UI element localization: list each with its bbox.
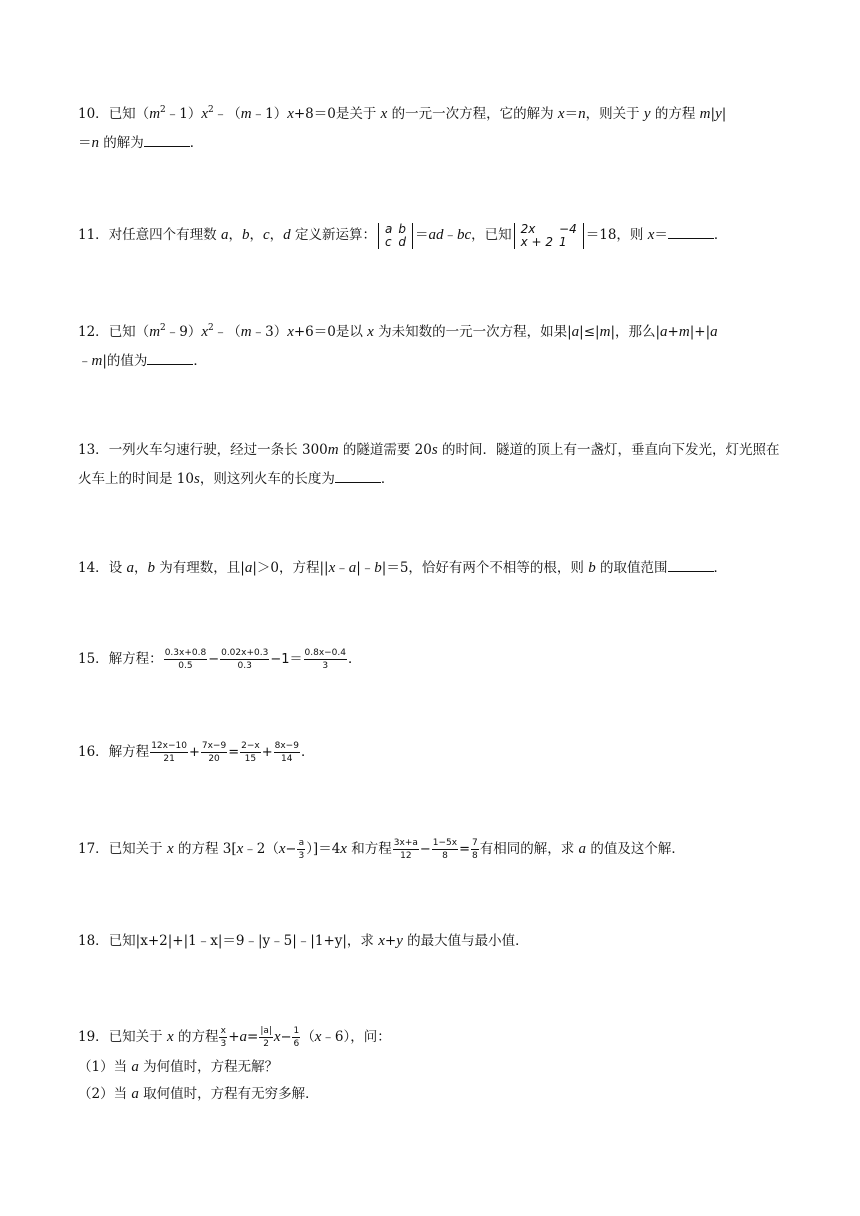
fraction: $\frac{12x-10}{21}$	[151, 740, 187, 764]
answer-blank[interactable]	[668, 557, 714, 572]
question-13: 13．一列火车匀速行驶，经过一条长 300m 的隧道需要 20s 的时间．隧道的顶上有一盏灯，垂直向下发光，灯光照在火车上的时间是 10s，则这列火车的长度为 ．	[78, 442, 780, 487]
question-10: 10．已知$(m^2﹣1)x^2﹣(m﹣1)x+8=0$是关于 x 的一元一次方程，它的解为 x＝n，则关于 y 的方程 m|y| ＝n 的解为 ．	[78, 105, 727, 151]
question-17: 17．已知关于 x 的方程 3[x﹣2（x− $\frac{a}{3}$ ）]＝4x 和方程 $\frac{3x+a}{12}$ − $\frac{1-5x}{8}$ = $\frac{7}{8}$ 有相同的解，求 a 的值及这个解．	[78, 837, 685, 861]
question-18: 18．已知|x+2|+|1﹣x|＝9﹣|y﹣5|﹣|1+y|，求 x+y 的最大值与最小值．	[78, 933, 529, 949]
answer-blank[interactable]	[335, 468, 381, 483]
question-19-part-2: （2）当 a 取何值时，方程有无穷多解．	[78, 1086, 319, 1102]
question-19: 19．已知关于 x 的方程 $\frac{x}{3}$ +a= $\frac{|a|}{2}$ x− $\frac{1}{6}$ （x﹣6），问：	[78, 1025, 391, 1049]
question-number: 18．	[78, 933, 109, 949]
fraction: $\frac{x}{3}$	[220, 1025, 227, 1049]
question-19-part-1: （1）当 a 为何值时，方程无解？	[78, 1059, 279, 1075]
fraction: $\frac{1-5x}{8}$	[432, 837, 458, 861]
question-number: 13．	[78, 442, 109, 458]
question-number: 11．	[78, 227, 109, 243]
fraction: $\frac{8x-9}{14}$	[274, 740, 299, 764]
question-14: 14．设 a，b 为有理数，且|a|＞0，方程||x﹣a|﹣b|＝5，恰好有两个不相等的根，则 b 的取值范围 ．	[78, 554, 783, 583]
question-15: 15．解方程： $\frac{0.3x+0.8}{0.5}$ − $\frac{0.02x+0.3}{0.3}$ −1＝ $\frac{0.8x-0.4}{3}$ ．	[78, 647, 362, 671]
answer-blank[interactable]	[668, 224, 714, 239]
fraction: $\frac{3x+a}{12}$	[393, 837, 418, 861]
answer-blank[interactable]	[144, 132, 190, 147]
fraction: $\frac{a}{3}$	[298, 837, 305, 861]
fraction: $\frac{2-x}{15}$	[241, 740, 260, 764]
question-number: 15．	[78, 651, 109, 667]
fraction: $\frac{1}{6}$	[293, 1025, 300, 1049]
question-number: 16．	[78, 744, 109, 760]
question-number: 19．	[78, 1029, 109, 1045]
determinant-given: 2x −4 x + 2 1	[514, 223, 584, 249]
question-number: 17．	[78, 841, 109, 857]
fraction: $\frac{0.3x+0.8}{0.5}$	[164, 647, 207, 671]
fraction: $\frac{7}{8}$	[472, 837, 478, 861]
question-12: 12．已知$(m^2﹣9)x^2﹣(m﹣3)x+6=0$是以 x 为未知数的一元一次方程，如果|a|≤|m|，那么|a+m|+|a ﹣m|的值为 ．	[78, 323, 718, 369]
fraction: $\frac{|a|}{2}$	[260, 1025, 272, 1049]
question-number: 10．	[78, 106, 109, 122]
fraction: $\frac{0.02x+0.3}{0.3}$	[221, 647, 269, 671]
fraction: $\frac{7x-9}{20}$	[201, 740, 227, 764]
question-number: 12．	[78, 324, 109, 340]
question-number: 14．	[78, 560, 109, 576]
question-11: 11．对任意四个有理数 a，b，c，d 定义新运算： a b c d ＝ad﹣bc，已知 2x −4 x + 2 1 ＝18，则 x＝ ．	[78, 221, 728, 249]
answer-blank[interactable]	[147, 350, 193, 365]
fraction: $\frac{0.8x-0.4}{3}$	[304, 647, 346, 671]
question-16: 16．解方程 $\frac{12x-10}{21}$ + $\frac{7x-9}{20}$ = $\frac{2-x}{15}$ + $\frac{8x-9}{14}$ ．	[78, 740, 315, 764]
determinant-definition: a b c d	[378, 223, 413, 249]
